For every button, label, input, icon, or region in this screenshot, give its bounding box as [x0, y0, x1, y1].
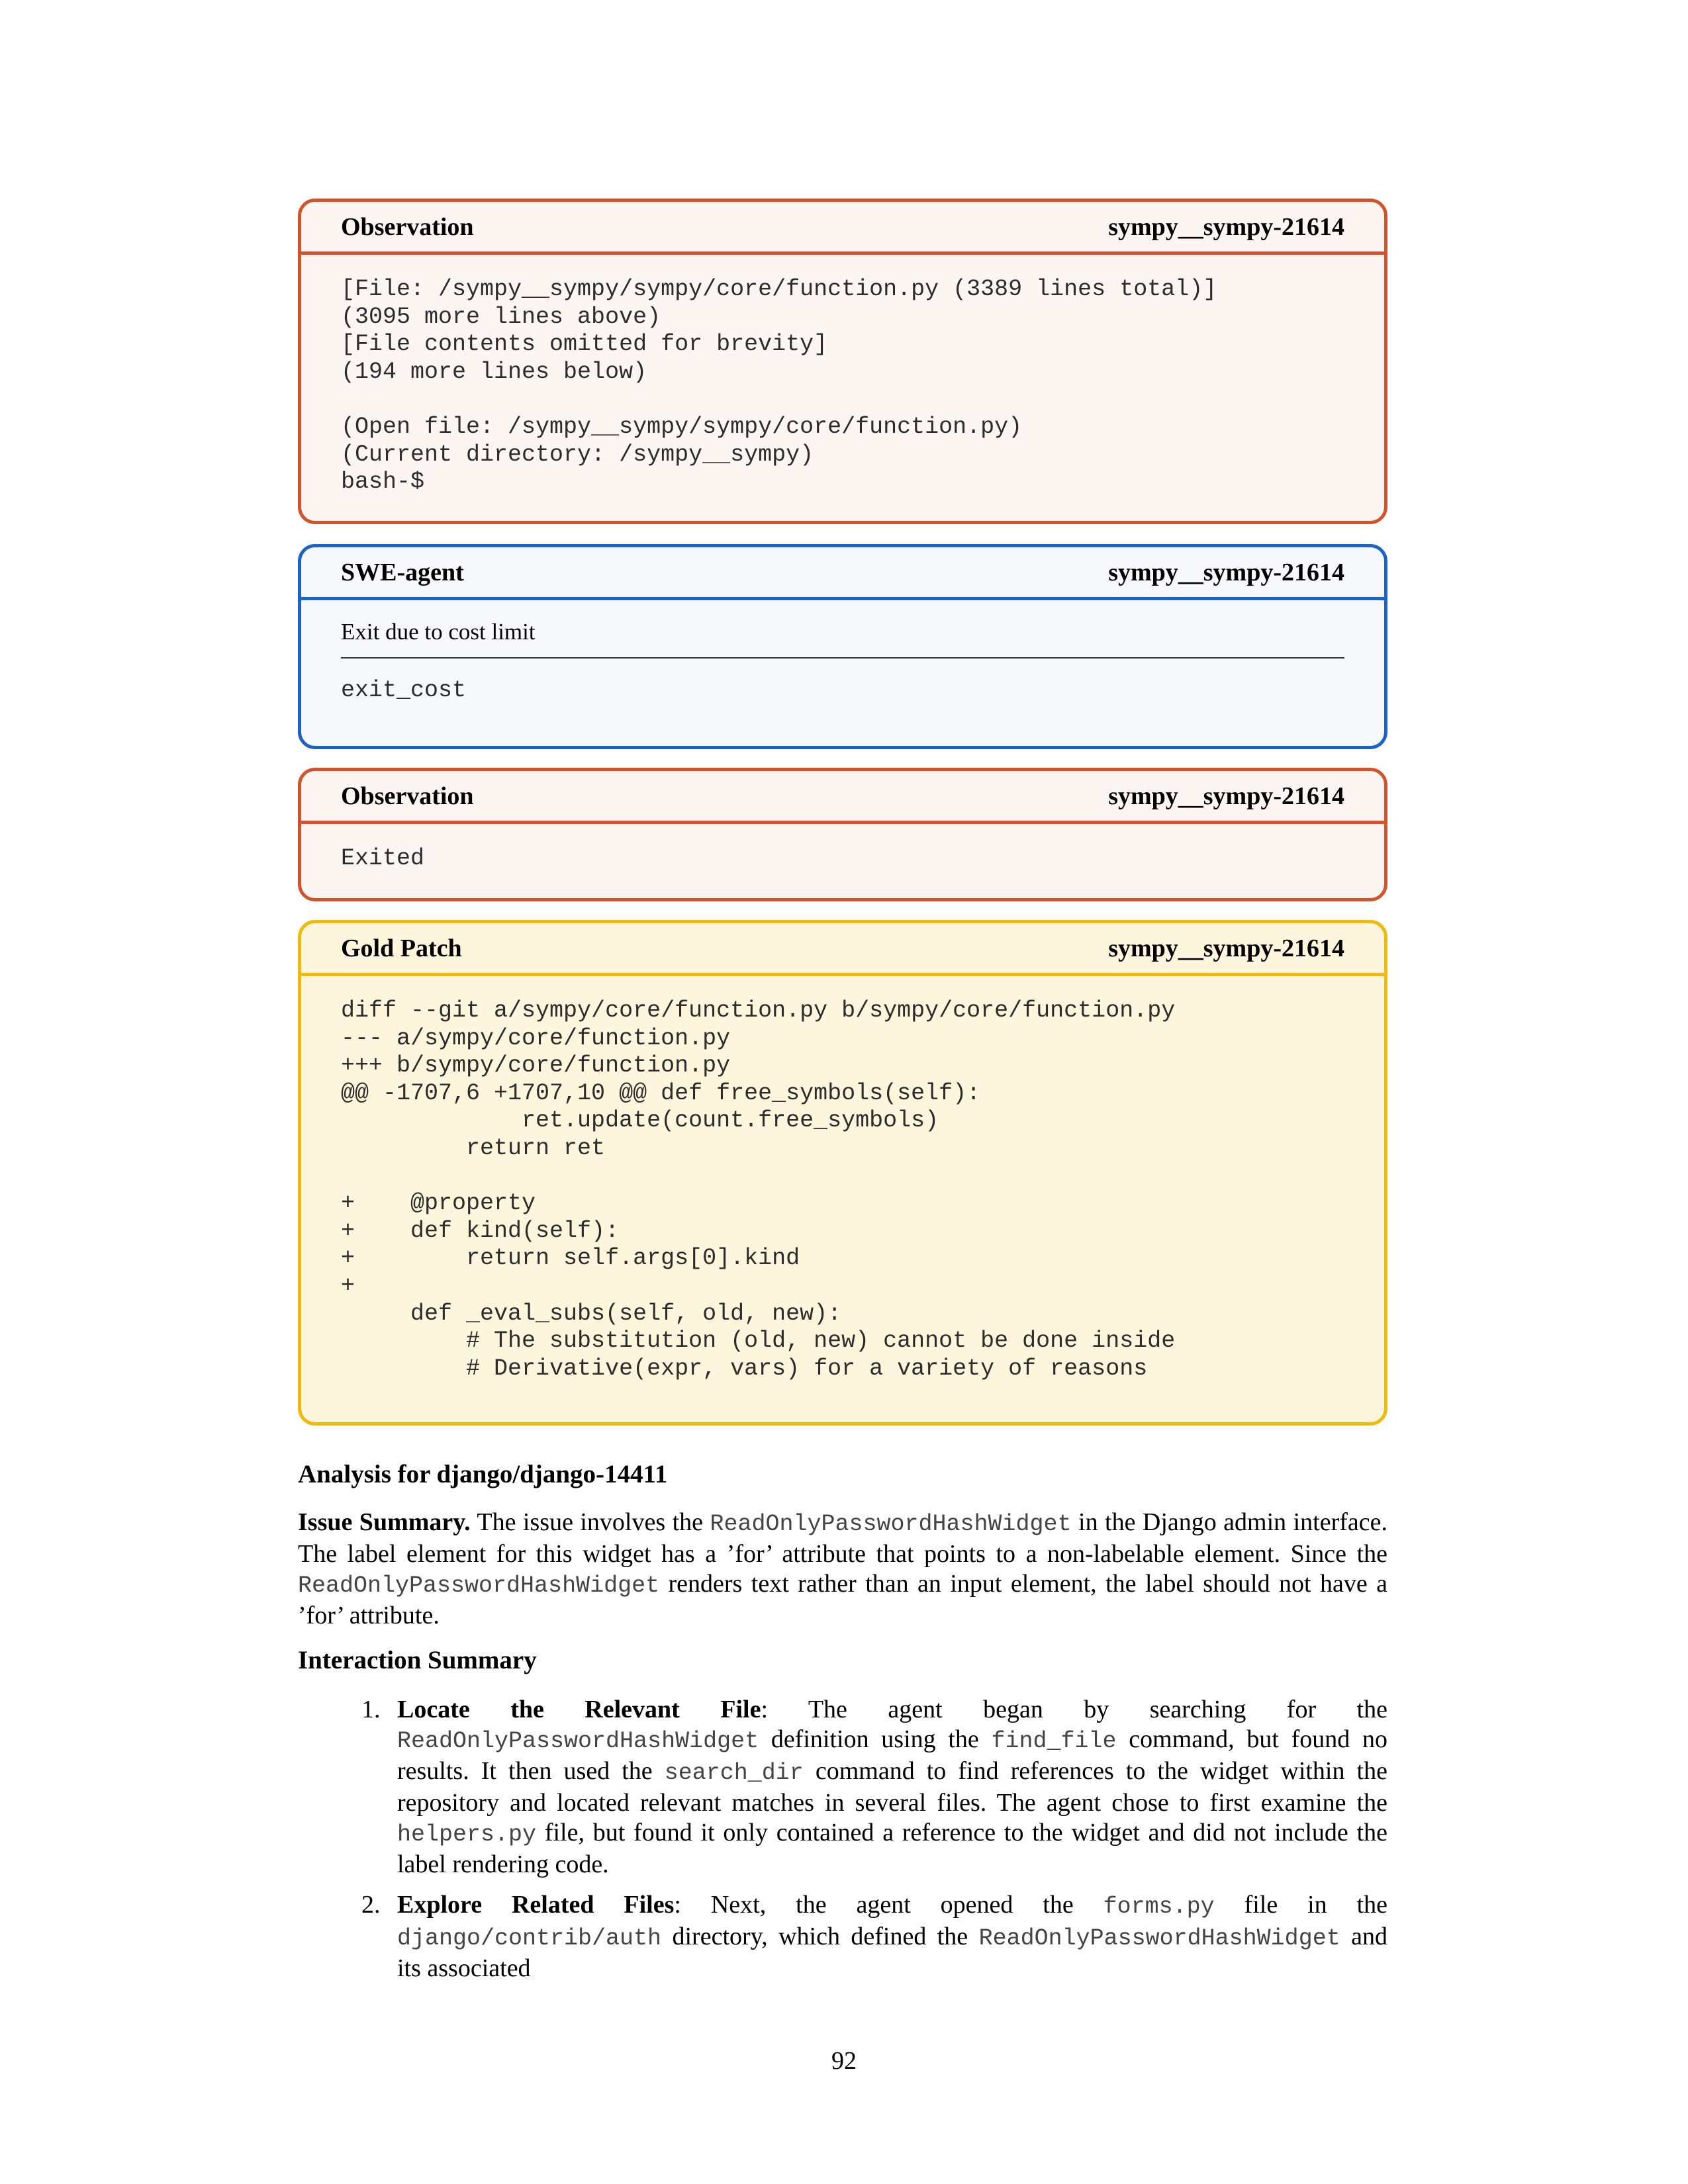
divider — [341, 657, 1344, 659]
observation-box — [298, 199, 1387, 524]
analysis-heading: Analysis for django/django-14411 — [298, 1460, 668, 1488]
issue-summary — [298, 1508, 1387, 1631]
box-header — [301, 923, 1384, 976]
text-run: in the Django admin interface. The label element for this widget has a ’for’ attribute that points to a non-labelable element. Since the — [298, 1508, 1387, 1568]
text-run: file in the — [1214, 1891, 1388, 1919]
agent-command: exit_cost — [341, 677, 467, 704]
gold-patch-box — [298, 920, 1387, 1426]
box-title: Gold Patch — [341, 934, 462, 962]
list-item — [298, 1890, 1387, 1983]
box-title: Observation — [341, 782, 474, 810]
step-number: 2. — [361, 1891, 381, 1919]
agent-thought: Exit due to cost limit — [341, 619, 536, 645]
issue-summary-label: Issue Summary. — [298, 1508, 471, 1536]
page-number: 92 — [831, 2047, 857, 2075]
inline-code: ReadOnlyPasswordHashWidget — [298, 1572, 660, 1599]
inline-code: forms.py — [1103, 1893, 1215, 1920]
text-run: command to find references to the widget within the repository and located relevant matches in several files. The agent chose to first examine the — [397, 1757, 1387, 1817]
box-header — [301, 547, 1384, 600]
interaction-steps — [298, 1695, 1387, 1983]
box-header — [301, 771, 1384, 824]
instance-id: sympy__sympy-21614 — [1108, 782, 1344, 810]
patch-diff: diff --git a/sympy/core/function.py b/sympy/core/function.py --- a/sympy/core/function.py +++ b/sympy/core/function.py @@ -1707,6 +1707,10 @@ def free_symbols(self): ret.update(count.free_symbols) return ret + @property + def kind(self): + return self.args[0].kind + def _eval_subs(self, old, new): # The substitution (old, new) cannot be done inside # Derivative(expr, vars) for a variety of reasons — [341, 997, 1176, 1382]
inline-code: find_file — [991, 1728, 1117, 1754]
step-label: Locate the Relevant File — [397, 1696, 761, 1723]
instance-id: sympy__sympy-21614 — [1108, 558, 1344, 586]
list-item — [298, 1695, 1387, 1880]
text-run: : The agent began by searching for the — [761, 1696, 1387, 1723]
agent-box — [298, 544, 1387, 749]
box-header — [301, 202, 1384, 255]
analysis-section — [298, 1459, 1387, 1994]
observation-output: Exited — [341, 845, 425, 872]
text-run: and its associated — [397, 1923, 1387, 1982]
inline-code: helpers.py — [397, 1821, 537, 1848]
text-run: definition using the — [759, 1725, 992, 1753]
step-label: Explore Related Files — [397, 1891, 675, 1919]
interaction-heading: Interaction Summary — [298, 1646, 537, 1674]
inline-code: search_dir — [664, 1760, 804, 1786]
inline-code: ReadOnlyPasswordHashWidget — [978, 1925, 1340, 1952]
observation-output: [File: /sympy__sympy/sympy/core/function.py (3389 lines total)] (3095 more lines above) [File contents omitted for brevity] (194 more lines below) (Open file: /sympy__sympy/sympy/core/function.py) (Current directory: /sympy__sympy) bash-$ — [341, 276, 1217, 496]
inline-code: ReadOnlyPasswordHashWidget — [710, 1511, 1072, 1537]
inline-code: ReadOnlyPasswordHashWidget — [397, 1728, 759, 1754]
inline-code: django/contrib/auth — [397, 1925, 662, 1952]
instance-id: sympy__sympy-21614 — [1108, 934, 1344, 962]
text-run: : Next, the agent opened the — [674, 1891, 1103, 1919]
text-run: The issue involves the — [470, 1508, 710, 1536]
text-run: directory, which defined the — [661, 1923, 979, 1950]
text-run: command, but found no results. It then used the — [397, 1725, 1387, 1785]
instance-id: sympy__sympy-21614 — [1108, 212, 1344, 241]
text-run: file, but found it only contained a reference to the widget and did not include the label rendering code. — [397, 1819, 1387, 1878]
text-run: renders text rather than an input element, the label should not have a ’for’ attribute. — [298, 1570, 1387, 1629]
observation-box — [298, 768, 1387, 901]
box-title: SWE-agent — [341, 558, 464, 586]
step-number: 1. — [361, 1696, 381, 1723]
box-title: Observation — [341, 212, 474, 241]
